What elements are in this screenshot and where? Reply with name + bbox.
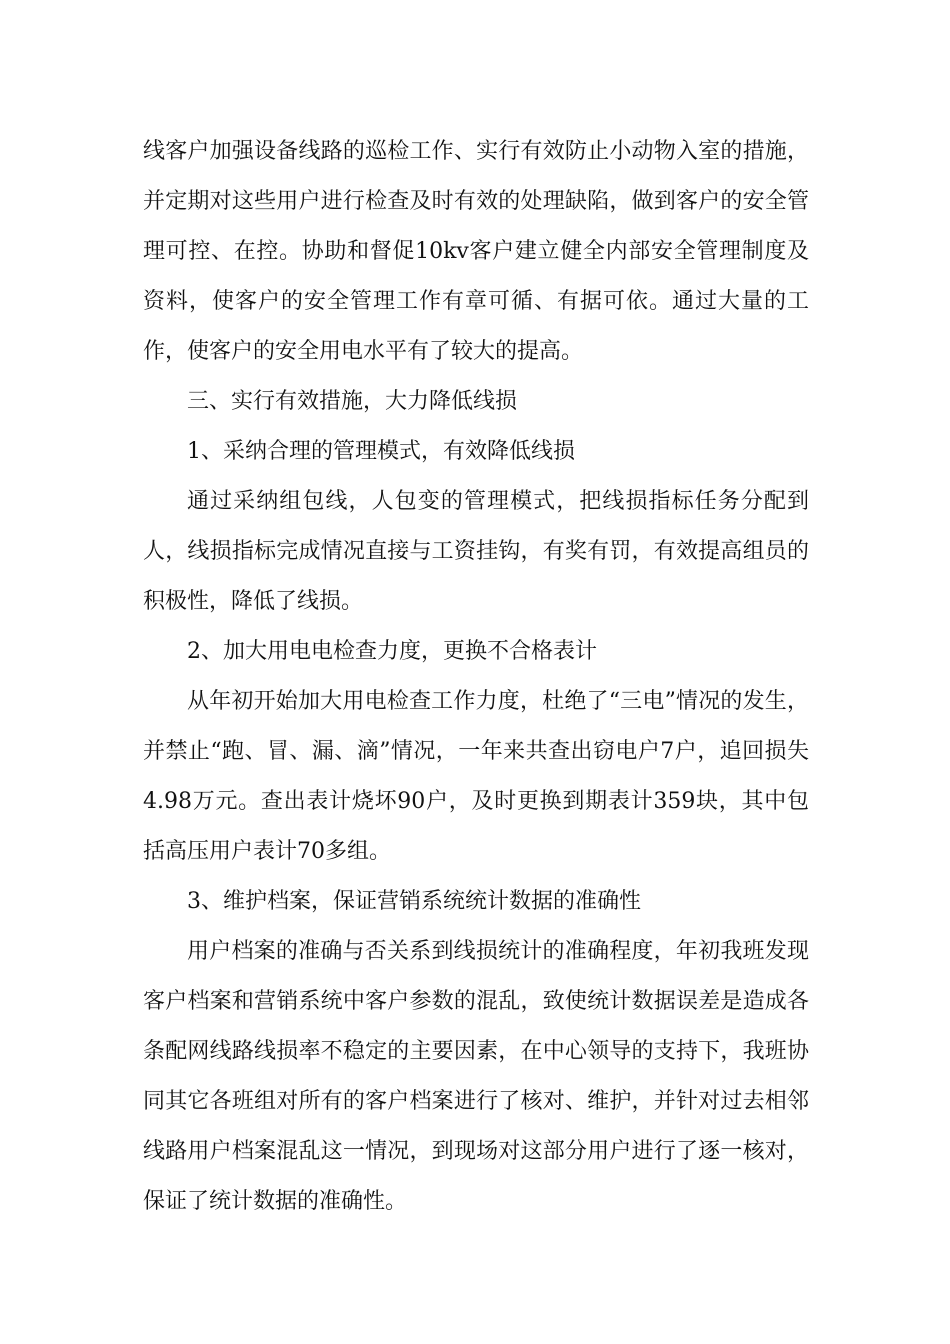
subheading-inspection: 2、加大用电电检查力度，更换不合格表计 — [187, 639, 597, 664]
section-heading-reduce-line-loss: 三、实行有效措施，大力降低线损 — [187, 389, 518, 414]
subheading-archives: 3、维护档案，保证营销系统统计数据的准确性 — [187, 889, 641, 914]
paragraph-safety-management: 线客户加强设备线路的巡检工作、实行有效防止小动物入室的措施，并定期对这些用户进行检查及时有效的处理缺陷，做到客户的安全管理可控、在控。协助和督促10kv客户建立健全内部安全管理制度及资料，使客户的安全管理工作有章可循、有据可依。通过大量的工作，使客户的安全用电水平有了较大的提高。 — [143, 139, 809, 364]
document-body — [143, 127, 809, 1227]
paragraph-inspection: 从年初开始加大用电检查工作力度，杜绝了“三电”情况的发生，并禁止“跑、冒、漏、滴”情况，一年来共查出窃电户7户，追回损失4.98万元。查出表计烧坏90户，及时更换到期表计359块，其中包括高压用户表计70多组。 — [143, 689, 809, 864]
paragraph-archives: 用户档案的准确与否关系到线损统计的准确程度，年初我班发现客户档案和营销系统中客户参数的混乱，致使统计数据误差是造成各条配网线路线损率不稳定的主要因素，在中心领导的支持下，我班协同其它各班组对所有的客户档案进行了核对、维护，并针对过去相邻线路用户档案混乱这一情况，到现场对这部分用户进行了逐一核对，保证了统计数据的准确性。 — [143, 939, 809, 1214]
paragraph-management-mode: 通过采纳组包线，人包变的管理模式，把线损指标任务分配到人，线损指标完成情况直接与工资挂钩，有奖有罚，有效提高组员的积极性，降低了线损。 — [143, 489, 809, 614]
subheading-management-mode: 1、采纳合理的管理模式，有效降低线损 — [187, 439, 575, 464]
